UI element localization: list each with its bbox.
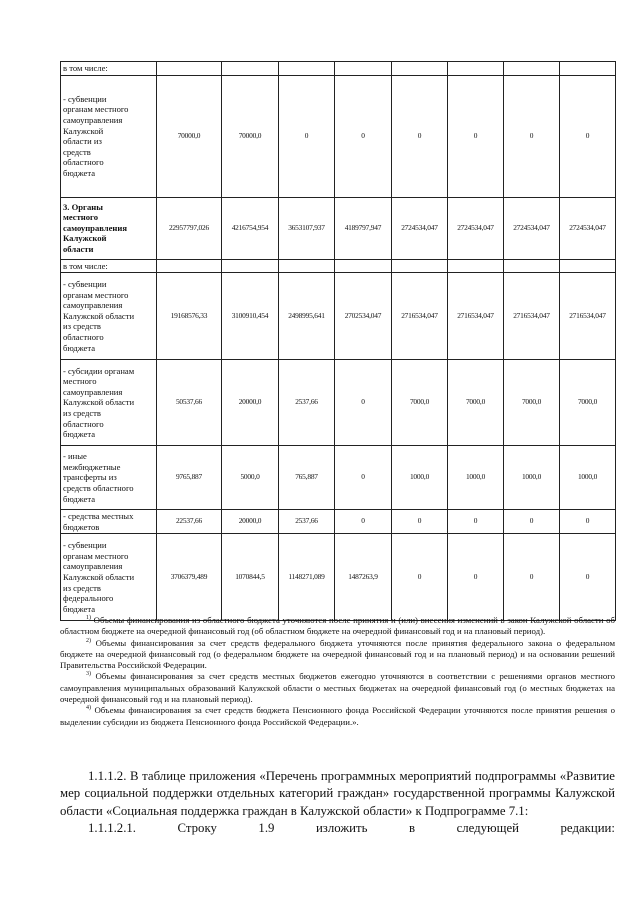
value-cell: 0	[392, 534, 448, 621]
empty-cell	[222, 259, 279, 273]
empty-cell	[448, 62, 504, 76]
value-cell: 5000,0	[222, 446, 279, 510]
empty-cell	[157, 259, 222, 273]
value-cell: 50537,66	[157, 360, 222, 446]
empty-cell	[335, 62, 392, 76]
table-row	[61, 446, 616, 510]
table-subheader-row	[61, 62, 616, 76]
footnote-3: $^{3)}$ Объемы финансирования за счет средств местных бюджетов ежегодно уточняются в соответствии с решениями органов местного самоуправления муниципальных образований Калужской области о местных бюджетах на очередной финансовый год (о местных бюджетах на очередной финансовый год и на плановый период).	[60, 671, 616, 705]
value-cell: 4189797,947	[335, 197, 392, 259]
value-cell: 2716534,047	[560, 273, 616, 360]
value-cell: 1487263,9	[335, 534, 392, 621]
value-cell: 4216754,954	[222, 197, 279, 259]
value-cell: 0	[448, 534, 504, 621]
footnote-1: $^{1)}$ Объемы финансирования из областного бюджета уточняются после принятия и (или) внесения изменений в закон Калужской области об областном бюджете на очередной финансовый год (об областном бюджете на очередной финансовый год и на плановый период).	[60, 615, 616, 637]
value-cell: 2724534,047	[560, 197, 616, 259]
empty-cell	[279, 62, 335, 76]
value-cell: 3100910,454	[222, 273, 279, 360]
value-cell: 22537,66	[157, 510, 222, 534]
value-cell: 0	[335, 510, 392, 534]
paragraph-text: 1.1.1.2. В таблице приложения «Перечень программных мероприятий подпрограммы «Развитие мер социальной поддержки отдельных категорий граждан» государственной программы Калужской области «Социальная поддержка граждан в Калужской области» к Подпрограмме 7.1:	[60, 769, 615, 818]
footnotes	[60, 615, 615, 728]
empty-cell	[560, 259, 616, 273]
value-cell: 7000,0	[504, 360, 560, 446]
row-label: - субвенции органам местного самоуправления Калужской области из средств федерального бюджета	[61, 534, 157, 621]
empty-cell	[448, 259, 504, 273]
table-row	[61, 360, 616, 446]
row-label: в том числе:	[61, 259, 157, 273]
value-cell: 1000,0	[392, 446, 448, 510]
value-cell: 3653107,937	[279, 197, 335, 259]
value-cell: 7000,0	[448, 360, 504, 446]
amendment-paragraph	[60, 768, 615, 837]
value-cell: 2724534,047	[392, 197, 448, 259]
value-cell: 0	[448, 510, 504, 534]
budget-table-body	[61, 62, 616, 621]
row-label: - субвенции органам местного самоуправления Калужской области из средств областного бюджета	[61, 75, 157, 197]
value-cell: 2716534,047	[504, 273, 560, 360]
row-label: - субсидии органам местного самоуправления Калужской области из средств областного бюджета	[61, 360, 157, 446]
row-label: - иные межбюджетные трансферты из средств областного бюджета	[61, 446, 157, 510]
value-cell: 2537,66	[279, 510, 335, 534]
value-cell: 0	[335, 446, 392, 510]
value-cell: 70000,0	[157, 75, 222, 197]
value-cell: 2724534,047	[448, 197, 504, 259]
footnote-2: $^{2)}$ Объемы финансирования за счет средств федерального бюджета уточняются после принятия федерального закона о федеральном бюджете на очередной финансовый год (о федеральном бюджете на очередной финансовый год и на плановый период) и на основании решений Правительства Российской Федерации.	[60, 637, 616, 671]
table-row	[61, 534, 616, 621]
empty-cell	[279, 259, 335, 273]
row-label: - субвенции органам местного самоуправления Калужской области из средств областного бюджета	[61, 273, 157, 360]
value-cell: 20000,0	[222, 510, 279, 534]
row-label: 3. Органы местного самоуправления Калужской области	[61, 197, 157, 259]
footnote-4: $^{4)}$ Объемы финансирования за счет средств бюджета Пенсионного фонда Российской Федерации уточняются после принятия решения о выделении субсидии из бюджета Пенсионного фонда Российской Федерации.».	[60, 705, 616, 727]
empty-cell	[504, 62, 560, 76]
row-label: в том числе:	[61, 62, 157, 76]
value-cell: 2702534,047	[335, 273, 392, 360]
empty-cell	[157, 62, 222, 76]
value-cell: 70000,0	[222, 75, 279, 197]
value-cell: 7000,0	[392, 360, 448, 446]
table-row	[61, 273, 616, 360]
value-cell: 0	[279, 75, 335, 197]
value-cell: 0	[504, 510, 560, 534]
budget-table	[60, 61, 616, 621]
empty-cell	[504, 259, 560, 273]
empty-cell	[392, 62, 448, 76]
value-cell: 22957797,026	[157, 197, 222, 259]
table-subheader-row	[61, 259, 616, 273]
value-cell: 0	[335, 360, 392, 446]
paragraph-last-line: 1.1.1.2.1. Строку 1.9 изложить в следующей редакции:	[88, 820, 615, 835]
value-cell: 0	[504, 75, 560, 197]
value-cell: 2537,66	[279, 360, 335, 446]
value-cell: 0	[335, 75, 392, 197]
value-cell: 1000,0	[504, 446, 560, 510]
value-cell: 0	[560, 75, 616, 197]
row-label: - средства местных бюджетов	[61, 510, 157, 534]
value-cell: 0	[448, 75, 504, 197]
value-cell: 20000,0	[222, 360, 279, 446]
empty-cell	[335, 259, 392, 273]
value-cell: 0	[504, 534, 560, 621]
value-cell: 2724534,047	[504, 197, 560, 259]
empty-cell	[392, 259, 448, 273]
value-cell: 1148271,089	[279, 534, 335, 621]
value-cell: 0	[392, 75, 448, 197]
value-cell: 765,887	[279, 446, 335, 510]
table-row	[61, 197, 616, 259]
value-cell: 2716534,047	[392, 273, 448, 360]
value-cell: 2498995,641	[279, 273, 335, 360]
value-cell: 19168576,33	[157, 273, 222, 360]
empty-cell	[560, 62, 616, 76]
value-cell: 0	[560, 534, 616, 621]
value-cell: 1000,0	[560, 446, 616, 510]
value-cell: 7000,0	[560, 360, 616, 446]
table-row	[61, 510, 616, 534]
value-cell: 0	[560, 510, 616, 534]
empty-cell	[222, 62, 279, 76]
value-cell: 3706379,489	[157, 534, 222, 621]
value-cell: 9765,887	[157, 446, 222, 510]
value-cell: 1000,0	[448, 446, 504, 510]
table-row	[61, 75, 616, 197]
value-cell: 2716534,047	[448, 273, 504, 360]
value-cell: 0	[392, 510, 448, 534]
value-cell: 1070844,5	[222, 534, 279, 621]
